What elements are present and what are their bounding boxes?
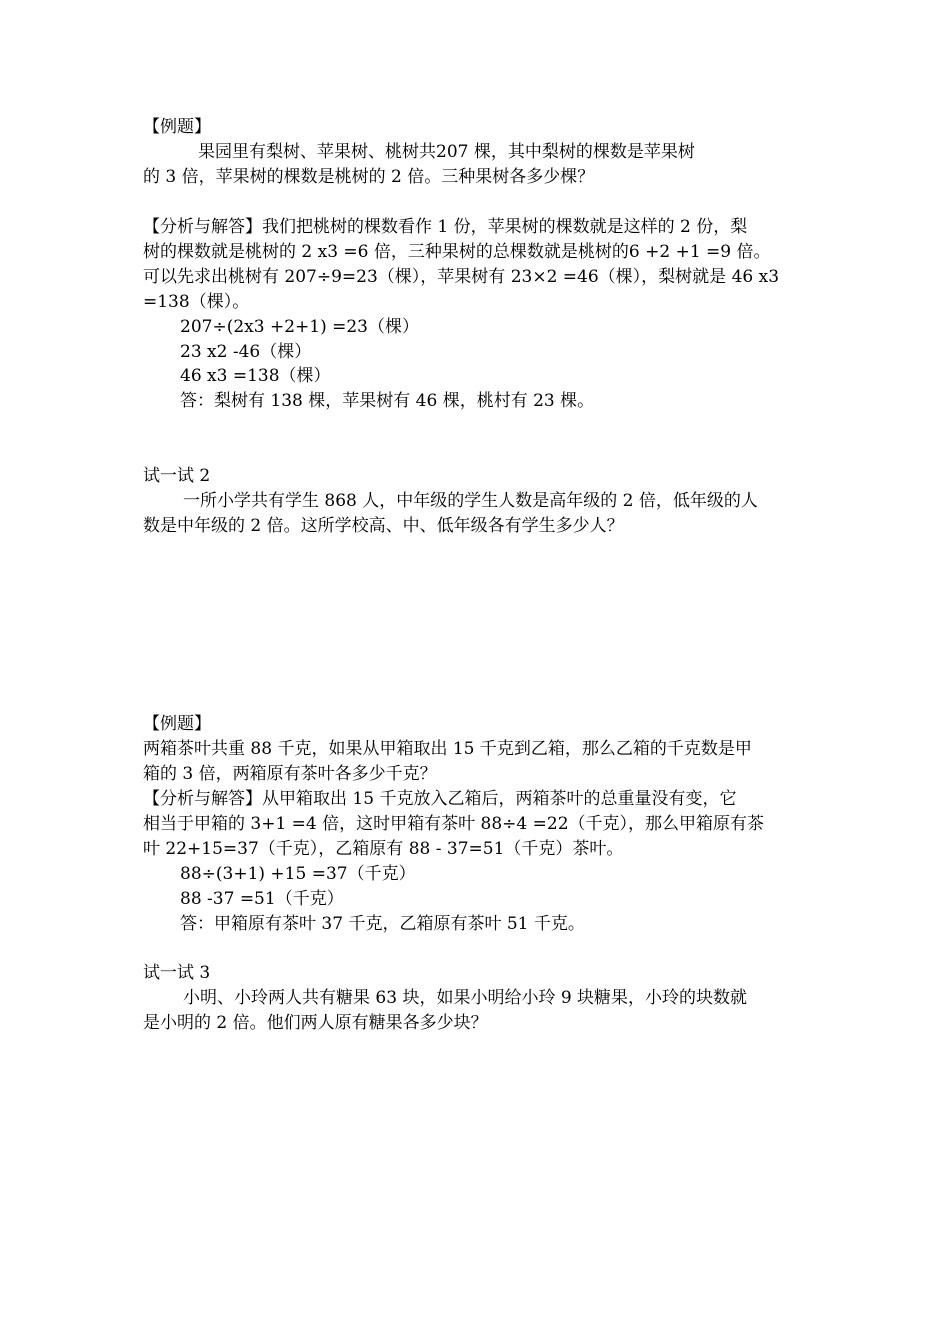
- exercise-heading: 试一试 2: [143, 466, 211, 486]
- problem-line: 的 3 倍，苹果树的棵数是桃树的 2 倍。三种果树各多少棵？: [143, 167, 595, 187]
- problem-line: 果园里有梨树、苹果树、桃树共207 棵，其中梨树的棵数是苹果树: [198, 142, 695, 162]
- answer-line: 答：甲箱原有茶叶 37 千克，乙箱原有茶叶 51 千克。: [180, 914, 585, 934]
- exercise-heading: 试一试 3: [143, 963, 211, 983]
- analysis-line: 相当于甲箱的 3+1 =4 倍，这时甲箱有茶叶 88÷4 =22（千克），那么甲箱原有茶: [143, 814, 765, 834]
- answer-line: 答：梨树有 138 棵，苹果树有 46 棵，桃村有 23 棵。: [180, 391, 595, 411]
- analysis-line: 叶 22+15=37（千克），乙箱原有 88 - 37=51（千克）茶叶。: [143, 839, 624, 859]
- problem-line: 两箱茶叶共重 88 千克，如果从甲箱取出 15 千克到乙箱，那么乙箱的千克数是甲: [143, 739, 752, 759]
- problem-line: 是小明的 2 倍。他们两人原有糖果各多少块？: [143, 1013, 488, 1033]
- problem-line: 数是中年级的 2 倍。这所学校高、中、低年级各有学生多少人？: [143, 516, 624, 536]
- analysis-line: =138（棵）。: [143, 292, 250, 312]
- calculation-step: 88 -37 =51（千克）: [180, 889, 344, 909]
- example-heading: 【例题】: [143, 117, 211, 137]
- analysis-line: 【分析与解答】我们把桃树的棵数看作 1 份，苹果树的棵数就是这样的 2 份，梨: [143, 217, 748, 237]
- calculation-step: 46 x3 =138（棵）: [180, 366, 331, 386]
- problem-line: 小明、小玲两人共有糖果 63 块，如果小明给小玲 9 块糖果，小玲的块数就: [183, 988, 748, 1008]
- analysis-line: 可以先求出桃树有 207÷9=23（棵），苹果树有 23×2 =46（棵），梨树就是 46 x3: [143, 267, 780, 287]
- calculation-step: 23 x2 -46（棵）: [180, 342, 312, 362]
- calculation-step: 207÷(2x3 +2+1) =23（棵）: [180, 317, 419, 337]
- calculation-step: 88÷(3+1) +15 =37（千克）: [180, 864, 416, 884]
- analysis-line: 树的棵数就是桃树的 2 x3 =6 倍，三种果树的总棵数就是桃树的6 +2 +1 =9 倍。: [143, 242, 771, 262]
- analysis-line: 【分析与解答】从甲箱取出 15 千克放入乙箱后，两箱茶叶的总重量没有变，它: [143, 789, 737, 809]
- problem-line: 箱的 3 倍，两箱原有茶叶各多少千克？: [143, 764, 437, 784]
- example-heading: 【例题】: [143, 714, 211, 734]
- problem-line: 一所小学共有学生 868 人，中年级的学生人数是高年级的 2 倍，低年级的人: [183, 491, 758, 511]
